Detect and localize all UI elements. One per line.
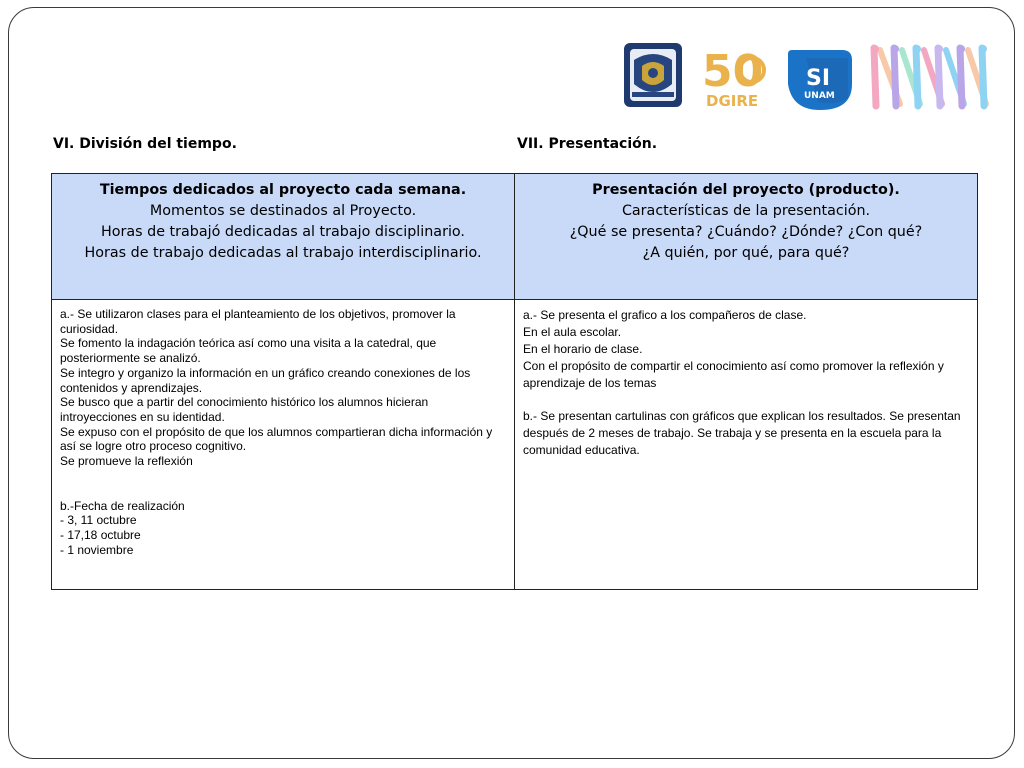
dgire-logo: [702, 46, 764, 110]
body-line: Con el propósito de compartir el conocimiento así como promover la reflexión y: [523, 359, 944, 373]
section-title-division-tiempo: VI. División del tiempo.: [53, 136, 237, 152]
svg-text:50: 50: [702, 46, 764, 97]
section-title-presentacion: VII. Presentación.: [517, 136, 658, 152]
svg-text:UNAM: UNAM: [804, 91, 835, 101]
table-header-row: [52, 174, 978, 300]
body-line: posteriormente se analizó.: [60, 351, 201, 366]
body-line: - 3, 11 octubre: [60, 513, 137, 528]
body-line: En el aula escolar.: [523, 325, 622, 339]
header-cell-presentacion: [515, 174, 978, 300]
body-cell-tiempos: [52, 300, 515, 590]
body-line: Se expuso con el propósito de que los alumnos compartieran dicha información y: [60, 424, 493, 439]
unam-logo: [624, 43, 682, 107]
body-line: Se promueve la reflexión: [60, 454, 193, 469]
body-line: - 1 noviembre: [60, 542, 134, 557]
si-unam-logo: [788, 50, 852, 110]
body-line: - 17,18 octubre: [60, 528, 141, 543]
svg-text:DGIRE: DGIRE: [706, 92, 759, 110]
body-line: introyecciones en su identidad.: [60, 409, 225, 424]
header-line: Características de la presentación.: [621, 203, 871, 219]
body-line: Se busco que a partir del conocimiento histórico los alumnos hicieran: [60, 395, 429, 410]
logos-bar: [620, 40, 1010, 112]
body-line: a.- Se utilizaron clases para el planteamiento de los objetivos, promover la: [60, 307, 456, 321]
svg-text:SI: SI: [806, 66, 831, 91]
body-line: Se integro y organizo la información en un gráfico creando conexiones de los: [60, 365, 471, 380]
header-line: Horas de trabajó dedicadas al trabajo disciplinario.: [101, 224, 465, 240]
body-line: así se logre otro proceso cognitivo.: [60, 439, 247, 454]
body-line: curiosidad.: [60, 321, 119, 336]
body-line: después de 2 meses de trabajo. Se trabaja y se presenta en la escuela para la: [523, 426, 942, 440]
body-line: contenidos y aprendizajes.: [60, 380, 203, 395]
header-line: Momentos se destinados al Proyecto.: [149, 203, 417, 219]
spacer: [60, 469, 506, 499]
body-cell-presentacion: [515, 300, 978, 590]
header-cell-tiempos: [52, 174, 515, 300]
body-line: En el horario de clase.: [523, 342, 643, 356]
header-line: ¿A quién, por qué, para qué?: [642, 245, 850, 261]
stripes-logo: [871, 45, 987, 106]
body-line: b.-Fecha de realización: [60, 498, 185, 513]
project-table: [51, 173, 978, 590]
header-title: Presentación del proyecto (producto).: [592, 182, 900, 198]
header-line: Horas de trabajo dedicadas al trabajo interdisciplinario.: [84, 245, 482, 261]
header-title: Tiempos dedicados al proyecto cada semana.: [99, 182, 467, 198]
logos-svg: [620, 40, 1010, 112]
body-line: a.- Se presenta el grafico a los compañeros de clase.: [523, 308, 807, 322]
body-line: Se fomento la indagación teórica así como una visita a la catedral, que: [60, 336, 437, 351]
body-line: aprendizaje de los temas: [523, 376, 657, 390]
body-line: b.- Se presentan cartulinas con gráficos que explican los resultados. Se presentan: [523, 409, 961, 423]
spacer: [523, 392, 969, 408]
body-line: comunidad educativa.: [523, 443, 640, 457]
table-body-row: [52, 300, 978, 590]
header-line: ¿Qué se presenta? ¿Cuándo? ¿Dónde? ¿Con qué?: [569, 224, 923, 240]
